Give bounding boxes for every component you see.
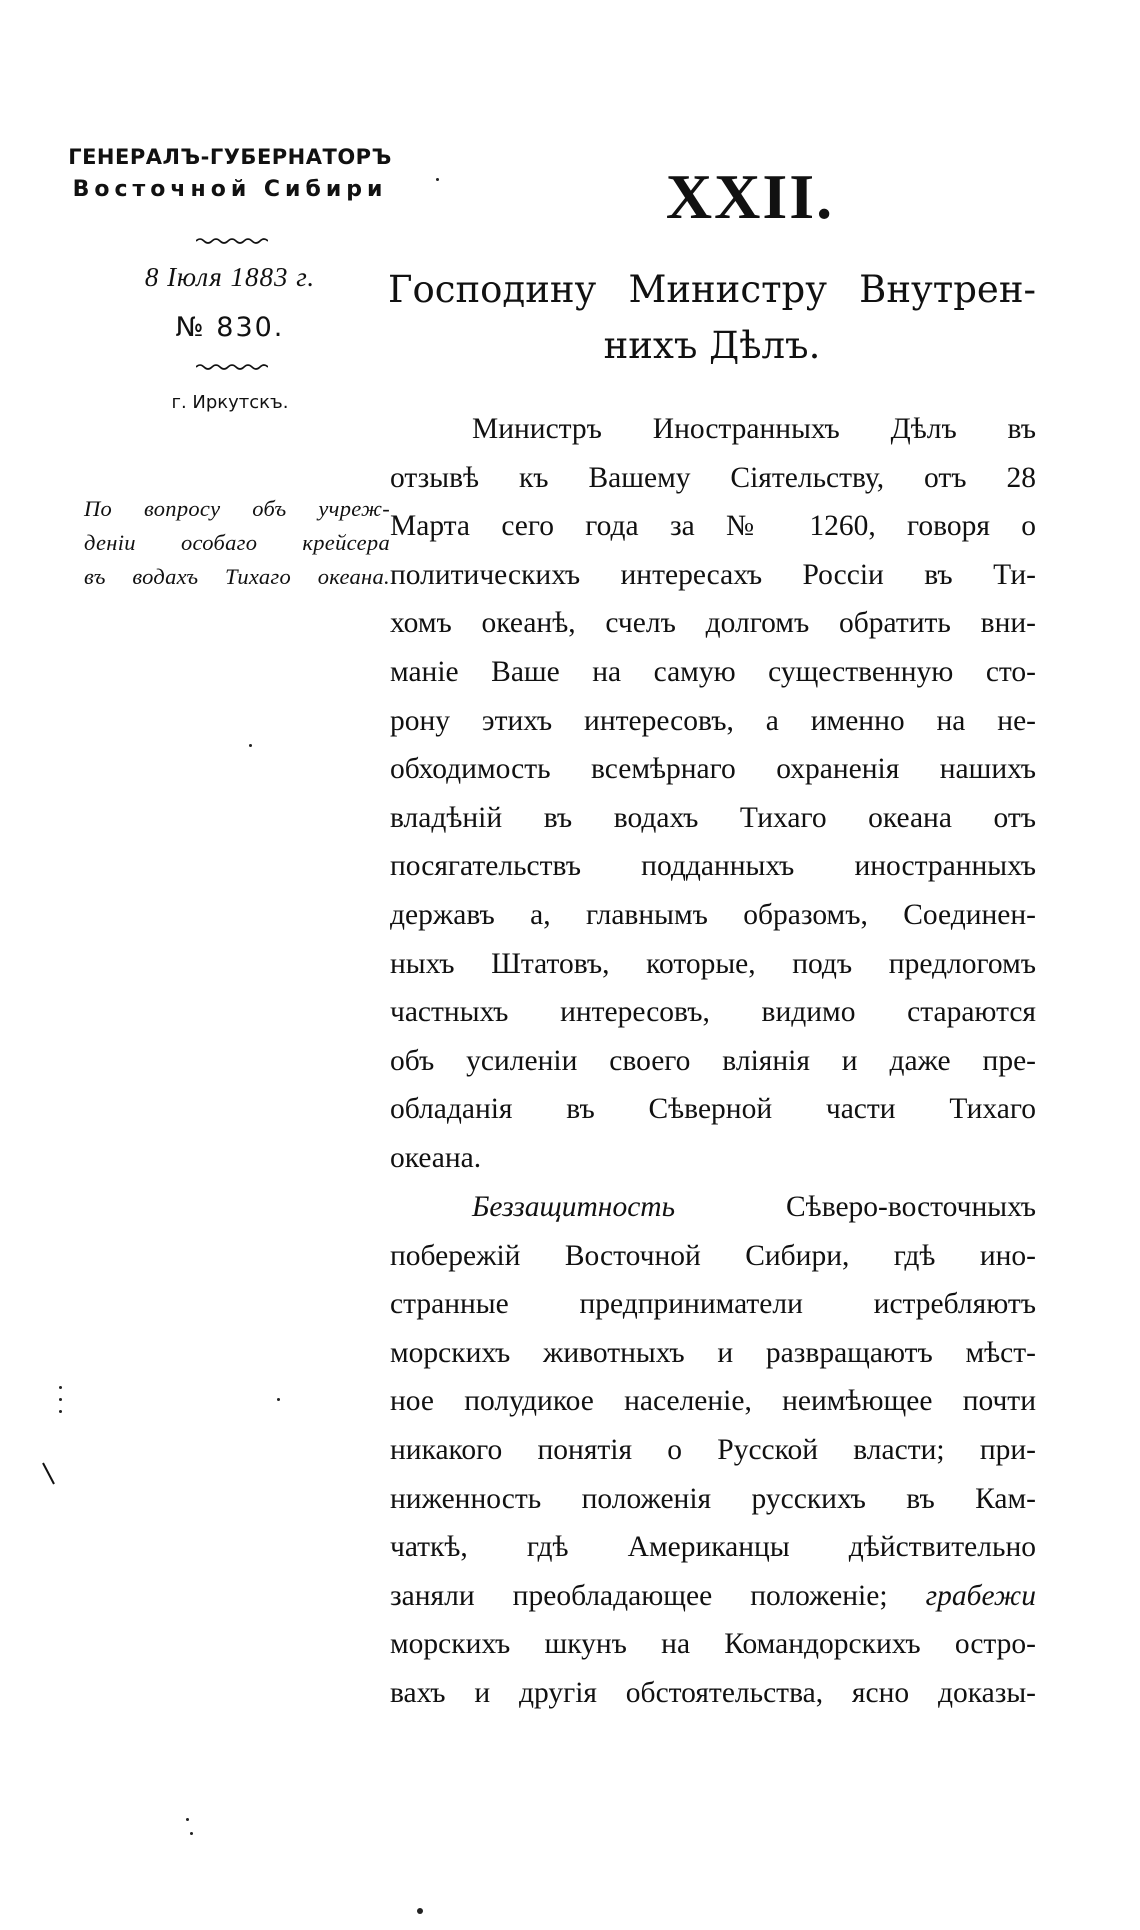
ornament-divider (196, 236, 268, 246)
text-line: Марта сего года за № 1260, говоря о (390, 510, 1036, 543)
addressee (388, 262, 1036, 374)
speck (59, 1398, 62, 1401)
letter-date: 8 Іюля 1883 г. (144, 262, 316, 292)
speck (277, 1398, 280, 1401)
speck (59, 1386, 62, 1389)
text-line (390, 1183, 1036, 1232)
text-line: ныхъ Штатовъ, которые, подъ предлогомъ (390, 947, 1036, 980)
text-line (390, 1572, 1036, 1621)
emphasis-text: грабежи (925, 1579, 1036, 1612)
text-line: обходимость всемѣрнаго охраненія нашихъ (390, 753, 1036, 786)
letter-number: № 830. (175, 312, 285, 343)
speck (190, 1832, 193, 1835)
paragraph-2 (390, 1183, 1036, 1718)
text-fragment: заняли преобладающее положеніе; (390, 1579, 926, 1612)
letter-place: г. Иркутскъ. (171, 392, 289, 413)
sender-block (60, 142, 400, 208)
text-fragment: Сѣверо-восточныхъ (675, 1191, 1036, 1223)
addressee-line: нихъ Дѣлъ. (603, 324, 821, 367)
emphasis-text: Беззащитность (472, 1191, 676, 1223)
text-line: чаткѣ, гдѣ Американцы дѣйствительно (390, 1531, 1036, 1564)
text-line: рону этихъ интересовъ, а именно на не- (390, 704, 1036, 737)
text-line: отзывѣ къ Вашему Сіятельству, отъ 28 (390, 461, 1036, 494)
text-line: вахъ и другія обстоятельства, ясно доказы- (390, 1676, 1036, 1709)
text-line: частныхъ интересовъ, видимо стараются (390, 996, 1036, 1029)
speck (249, 744, 252, 747)
text-line: посягательствъ подданныхъ иностранныхъ (390, 850, 1036, 883)
text-line: побережій Восточной Сибири, гдѣ ино- (390, 1239, 1036, 1272)
text-line: странные предприниматели истребляютъ (390, 1288, 1036, 1321)
document-number: XXII. (665, 161, 835, 232)
text-line: хомъ океанѣ, счелъ долгомъ обратить вни- (390, 607, 1036, 640)
sender-title: ГЕНЕРАЛЪ-ГУБЕРНАТОРЪ (68, 145, 392, 169)
text-line: морскихъ шкунъ на Командорскихъ остро- (390, 1628, 1036, 1661)
addressee-line: Господину Министру Внутрен- (388, 268, 1036, 311)
subject-line: деніи особаго крейсера (84, 530, 390, 555)
subject-note (84, 492, 390, 594)
speck (186, 1818, 189, 1821)
subject-line: По вопросу объ учреж- (84, 496, 390, 521)
sender-region: Восточной Сибири (72, 177, 388, 202)
text-line: объ усиленіи своего вліянія и даже пре- (390, 1044, 1036, 1077)
text-line: политическихъ интересахъ Россіи въ Ти- (390, 558, 1036, 591)
text-line: маніе Ваше на самую существенную сто- (390, 655, 1036, 688)
text-line: обладанія въ Сѣверной части Тихаго (390, 1093, 1036, 1126)
speck (436, 178, 439, 181)
speck (417, 1908, 423, 1914)
ornament-divider (196, 362, 268, 372)
text-line: ниженность положенія русскихъ въ Кам- (390, 1482, 1036, 1515)
paragraph-1 (390, 405, 1036, 1183)
text-line: морскихъ животныхъ и развращаютъ мѣст- (390, 1336, 1036, 1369)
text-line: океана. (390, 1141, 482, 1174)
text-line: Министръ Иностранныхъ Дѣлъ въ (472, 413, 1036, 445)
scan-mark (40, 1460, 60, 1490)
text-line: державъ а, главнымъ образомъ, Соединен- (390, 898, 1036, 931)
subject-line: въ водахъ Тихаго океана. (84, 564, 390, 589)
text-line: владѣній въ водахъ Тихаго океана отъ (390, 801, 1036, 834)
text-line: никакого понятія о Русской власти; при- (390, 1433, 1036, 1466)
text-line: ное полудикое населеніе, неимѣющее почти (390, 1385, 1036, 1418)
speck (59, 1410, 62, 1413)
